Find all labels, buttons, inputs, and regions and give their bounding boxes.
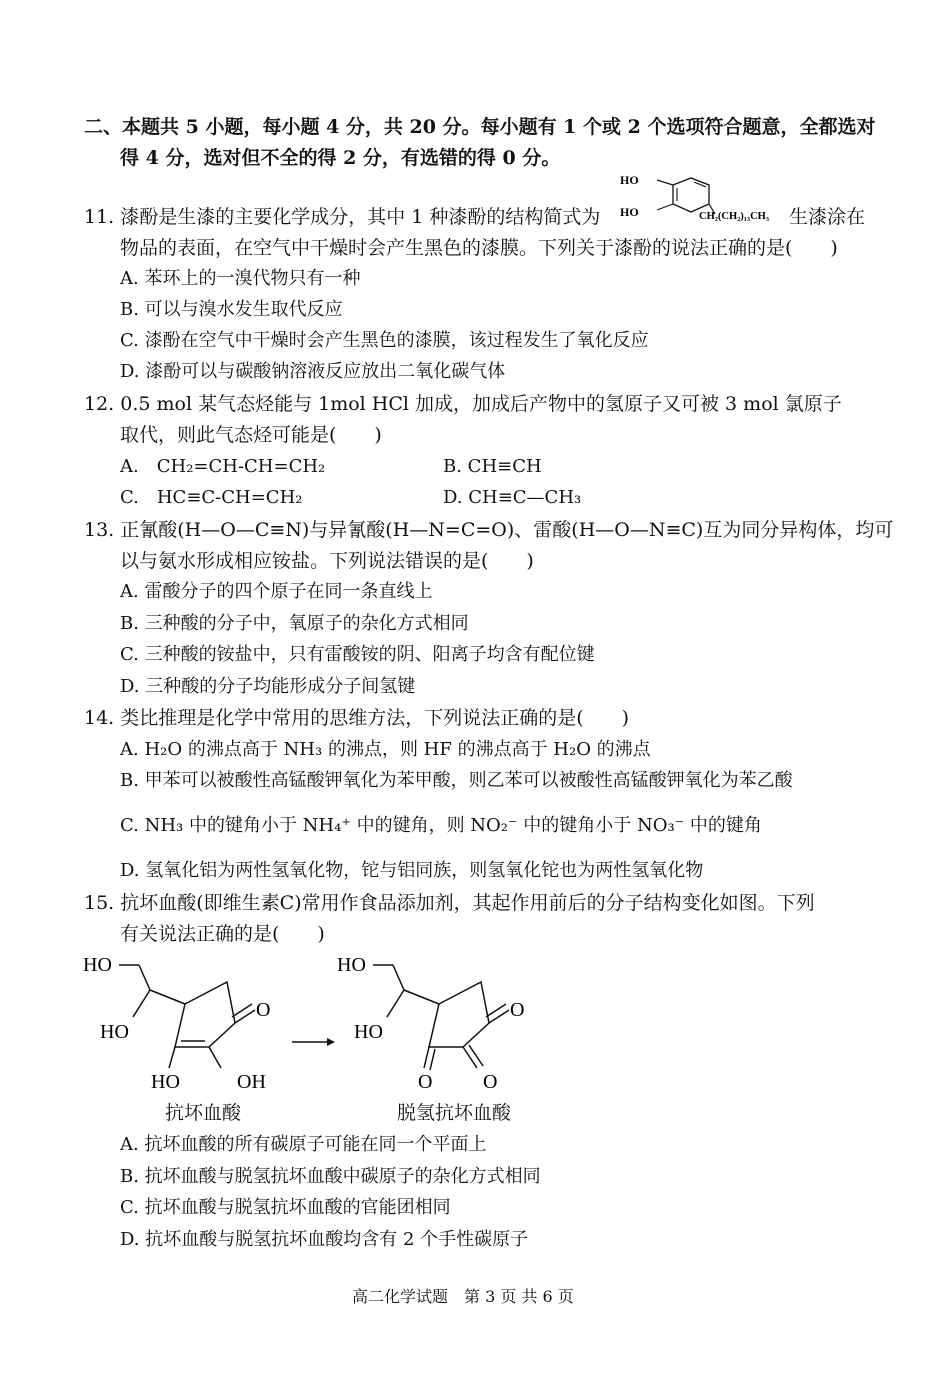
q12-option-a: A. CH₂=CH-CH=CH₂ bbox=[120, 456, 326, 477]
q14-option-b: B. 甲苯可以被酸性高锰酸钾氧化为苯甲酸，则乙苯可以被酸性高锰酸钾氧化为苯乙酸 bbox=[120, 770, 793, 791]
q11-stem-part-a: 11. 漆酚是生漆的主要化学成分，其中 1 种漆酚的结构简式为 bbox=[84, 206, 601, 228]
q13-stem-line2: 以与氨水形成相应铵盐。下列说法错误的是( ) bbox=[120, 550, 534, 572]
bond bbox=[139, 965, 150, 990]
q11-option-a: A. 苯环上的一溴代物只有一种 bbox=[120, 268, 361, 289]
q12-option-c: C. HC≡C-CH=CH₂ bbox=[120, 487, 303, 508]
oh-bond-left bbox=[657, 204, 673, 210]
q11-stem-line2: 物品的表面，在空气中干燥时会产生黑色的漆膜。下列关于漆酚的说法正确的是( ) bbox=[120, 237, 838, 259]
bond bbox=[133, 990, 150, 1017]
bond bbox=[150, 990, 185, 1004]
bond bbox=[169, 1047, 175, 1068]
q12-option-b: B. CH≡CH bbox=[443, 456, 542, 477]
ho-label-left: HO bbox=[620, 205, 639, 219]
carbonyl-bond bbox=[489, 1010, 509, 1023]
five-membered-ring bbox=[429, 982, 489, 1047]
ho-label-mid: HO bbox=[354, 1021, 383, 1043]
bond bbox=[209, 1047, 221, 1068]
o-label-right: O bbox=[510, 999, 525, 1021]
ho-label-top: HO bbox=[83, 954, 112, 976]
dehydroascorbic-acid-name: 脱氢抗坏血酸 bbox=[397, 1102, 512, 1124]
carbonyl-bond bbox=[469, 1045, 483, 1066]
section-header-line1: 二、本题共 5 小题，每小题 4 分，共 20 分。每小题有 1 个或 2 个选项符合题意，全都选对 bbox=[84, 116, 876, 138]
q14-option-d: D. 氢氧化铝为两性氢氧化物，铊与铝同族，则氢氧化铊也为两性氢氧化物 bbox=[120, 860, 704, 881]
q11-option-c: C. 漆酚在空气中干燥时会产生黑色的漆膜，该过程发生了氧化反应 bbox=[120, 330, 649, 351]
carbonyl-bond bbox=[424, 1047, 429, 1068]
ho-label-top: HO bbox=[620, 173, 639, 187]
q11-option-b: B. 可以与溴水发生取代反应 bbox=[120, 299, 343, 320]
q13-option-b: B. 三种酸的分子中，氧原子的杂化方式相同 bbox=[120, 613, 469, 634]
ascorbic-acid-name: 抗坏血酸 bbox=[165, 1102, 242, 1124]
arrow-head-icon bbox=[327, 1038, 335, 1046]
q15-option-d: D. 抗坏血酸与脱氢抗坏血酸均含有 2 个手性碳原子 bbox=[120, 1229, 529, 1250]
oh-bond-top bbox=[657, 180, 673, 185]
carbonyl-bond bbox=[235, 1010, 255, 1023]
ascorbic-acid-reaction-figure bbox=[75, 950, 545, 1096]
q14-stem-line1: 14. 类比推理是化学中常用的思维方法，下列说法正确的是( ) bbox=[84, 707, 630, 729]
alkyl-chain-label: CH₂(CH₂)₁₃CH₃ bbox=[699, 211, 769, 222]
q11-stem-part-b: 生漆涂在 bbox=[789, 206, 866, 228]
q15-option-a: A. 抗坏血酸的所有碳原子可能在同一个平面上 bbox=[120, 1134, 487, 1155]
five-membered-ring bbox=[175, 982, 235, 1047]
q14-option-a: A. H₂O 的沸点高于 NH₃ 的沸点，则 HF 的沸点高于 H₂O 的沸点 bbox=[120, 739, 651, 760]
benzene-ring bbox=[673, 178, 709, 212]
q12-stem-line2: 取代，则此气态烃可能是( ) bbox=[120, 424, 382, 446]
o-label-bottom-left: O bbox=[418, 1071, 433, 1093]
oh-label-bottom-right: OH bbox=[237, 1071, 266, 1093]
carbonyl-bond bbox=[430, 1049, 435, 1070]
bond bbox=[393, 965, 404, 990]
o-label: O bbox=[256, 999, 271, 1021]
q12-stem-line1: 12. 0.5 mol 某气态烃能与 1mol HCl 加成，加成后产物中的氢原子又可被 3 mol 氯原子 bbox=[84, 393, 842, 415]
ascorbic-acid-structure bbox=[83, 954, 270, 1093]
q13-option-c: C. 三种酸的铵盐中，只有雷酸铵的阴、阳离子均含有配位键 bbox=[120, 644, 595, 665]
q14-option-c: C. NH₃ 中的键角小于 NH₄⁺ 中的键角，则 NO₂⁻ 中的键角小于 NO₃⁻ 中的键角 bbox=[120, 815, 762, 836]
page-footer: 高二化学试题 第 3 页 共 6 页 bbox=[352, 1287, 574, 1306]
q11-option-d: D. 漆酚可以与碳酸钠溶液反应放出二氧化碳气体 bbox=[120, 361, 506, 382]
bond bbox=[404, 990, 439, 1004]
q12-option-d: D. CH≡C—CH₃ bbox=[443, 487, 582, 508]
q13-stem-line1: 13. 正氰酸(H—O—C≡N)与异氰酸(H—N=C=O)、雷酸(H—O—N≡C)互为同分异构体，均可 bbox=[84, 519, 894, 541]
dehydroascorbic-acid-structure bbox=[337, 954, 524, 1093]
q15-stem-line2: 有关说法正确的是( ) bbox=[120, 923, 325, 945]
carbonyl-bond bbox=[486, 1004, 506, 1017]
o-label-bottom-right: O bbox=[483, 1071, 498, 1093]
q13-option-d: D. 三种酸的分子均能形成分子间氢键 bbox=[120, 676, 416, 697]
q15-stem-line1: 15. 抗坏血酸(即维生素C)常用作食品添加剂，其起作用前后的分子结构变化如图。下列 bbox=[84, 892, 815, 914]
q15-option-c: C. 抗坏血酸与脱氢抗坏血酸的官能团相同 bbox=[120, 1197, 451, 1218]
ho-label-mid: HO bbox=[100, 1021, 129, 1043]
ho-label-top: HO bbox=[337, 954, 366, 976]
ho-label-bottom-left: HO bbox=[151, 1071, 180, 1093]
q15-option-b: B. 抗坏血酸与脱氢抗坏血酸中碳原子的杂化方式相同 bbox=[120, 1166, 541, 1187]
section-header-line2: 得 4 分，选对但不全的得 2 分，有选错的得 0 分。 bbox=[120, 147, 561, 169]
carbonyl-bond bbox=[463, 1047, 477, 1068]
carbonyl-bond bbox=[232, 1004, 252, 1017]
bond bbox=[387, 990, 404, 1017]
q13-option-a: A. 雷酸分子的四个原子在同一条直线上 bbox=[120, 581, 433, 602]
urushiol-structure bbox=[615, 168, 793, 234]
